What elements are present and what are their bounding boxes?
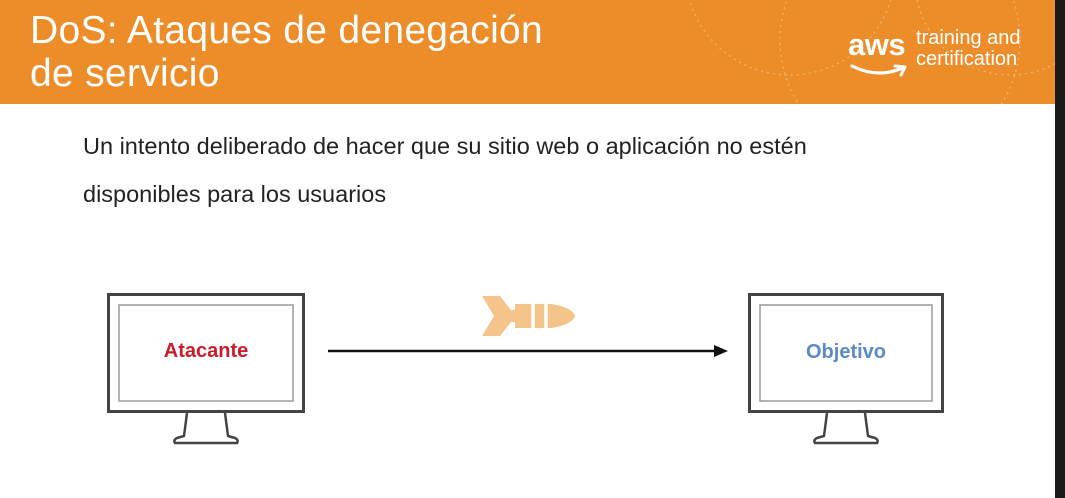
slide-title-line1: DoS: Ataques de denegación bbox=[30, 9, 544, 52]
slide-description: Un intento deliberado de hacer que su sitio web o aplicación no estén disponibles para los usuarios bbox=[83, 133, 807, 207]
monitor-icon bbox=[748, 293, 944, 453]
aws-training-certification-logo bbox=[848, 25, 1038, 81]
slide-header bbox=[0, 0, 1055, 104]
logo-wordmark: aws bbox=[848, 27, 906, 62]
target-monitor bbox=[748, 293, 944, 453]
logo-tagline-line1: training and bbox=[916, 27, 1021, 49]
monitor-icon bbox=[107, 293, 305, 453]
attacker-label: Atacante bbox=[163, 340, 249, 362]
target-label: Objetivo bbox=[805, 341, 886, 363]
logo-tagline-line2: certification bbox=[916, 48, 1018, 70]
attack-arrow bbox=[326, 342, 731, 360]
aws-smile-icon bbox=[850, 63, 910, 79]
slide-title bbox=[30, 9, 543, 95]
attacker-monitor bbox=[107, 293, 305, 453]
slide-title-line2: de servicio bbox=[30, 52, 220, 95]
bomb-icon bbox=[478, 293, 578, 339]
window-edge-strip bbox=[1055, 0, 1065, 498]
